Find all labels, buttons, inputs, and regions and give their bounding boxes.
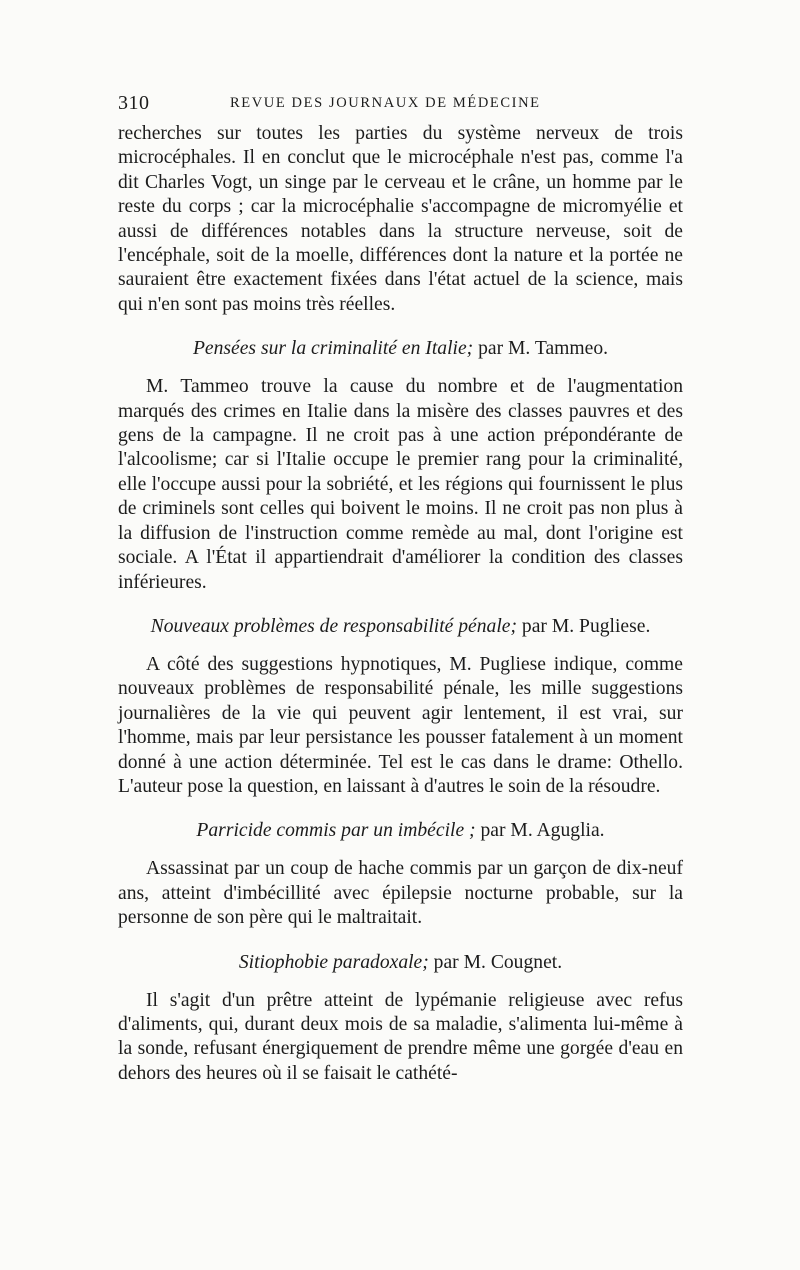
section-0-paragraph: recherches sur toutes les parties du système nerveux de trois microcéphales. Il en conclut que le microcéphale n'est pas, comme l'a dit Charles Vogt, un singe par le cerveau et le crâne, un homme par le reste du corps ; car la microcéphalie s'accompagne de micromyélie et aussi de différences notables dans la structure nerveuse, soit de l'encéphale, soit de la moelle, différences dont la nature et la portée ne sauraient être exactement fixées dans l'état actuel de la science, mais qui n'en sont pas moins très réelles. xyxy=(118,123,683,315)
section-3-title xyxy=(118,819,683,843)
section-3-paragraph: Assassinat par un coup de hache commis par un garçon de dix-neuf ans, atteint d'imbécillité avec épilepsie nocturne probable, sur la personne de son père qui le maltraitait. xyxy=(118,858,683,929)
article-body xyxy=(118,122,683,1086)
section-4-title-italic: Sitiophobie paradoxale; xyxy=(238,951,429,973)
section-2-title-italic: Nouveaux problèmes de responsabilité pénale; xyxy=(150,615,518,637)
section-1-paragraph: M. Tammeo trouve la cause du nombre et de l'augmentation marqués des crimes en Italie dans la misère des classes pauvres et des gens de la campagne. Il ne croit pas à une action prépondérante de l'alcoolisme; car si l'Italie occupe le premier rang pour la criminalité, elle l'occupe aussi pour la sobriété, et les régions qui fournissent le plus de criminels sont celles qui boivent le moins. Il ne croit pas non plus à la diffusion de l'instruction comme remède au mal, dont l'origine est sociale. A l'État il appartiendrait d'améliorer la condition des classes inférieures. xyxy=(118,376,683,593)
page-number: 310 xyxy=(118,92,150,114)
journal-page xyxy=(118,92,683,1086)
section-2-paragraph: A côté des suggestions hypnotiques, M. Pugliese indique, comme nouveaux problèmes de responsabilité pénale, les mille suggestions journalières de la vie qui peuvent agir lentement, il est vrai, sur l'homme, mais par leur persistance les pousser fatalement à un moment donné à une action déterminée. Tel est le cas dans le drame: Othello. L'auteur pose la question, en laissant à d'autres le soin de la résoudre. xyxy=(118,653,683,797)
section-1-title xyxy=(118,337,683,361)
section-3-title-author: par M. Aguglia. xyxy=(475,820,605,842)
section-2-title xyxy=(118,615,683,639)
section-2-title-author: par M. Pugliese. xyxy=(517,615,651,637)
section-1-title-author: par M. Tammeo. xyxy=(473,338,609,360)
section-1-title-italic: Pensées sur la criminalité en Italie; xyxy=(192,338,474,360)
running-title: REVUE DES JOURNAUX DE MÉDECINE xyxy=(230,95,541,111)
section-4-title xyxy=(118,951,683,975)
section-3-title-italic: Parricide commis par un imbécile ; xyxy=(196,820,476,842)
section-4-title-author: par M. Cougnet. xyxy=(428,951,563,973)
running-header xyxy=(118,92,683,122)
section-4-paragraph: Il s'agit d'un prêtre atteint de lypémanie religieuse avec refus d'aliments, qui, durant deux mois de sa maladie, s'alimenta lui-même à la sonde, refusant énergiquement de prendre même une gorgée d'eau en dehors des heures où il se faisait le cathété- xyxy=(118,989,683,1084)
